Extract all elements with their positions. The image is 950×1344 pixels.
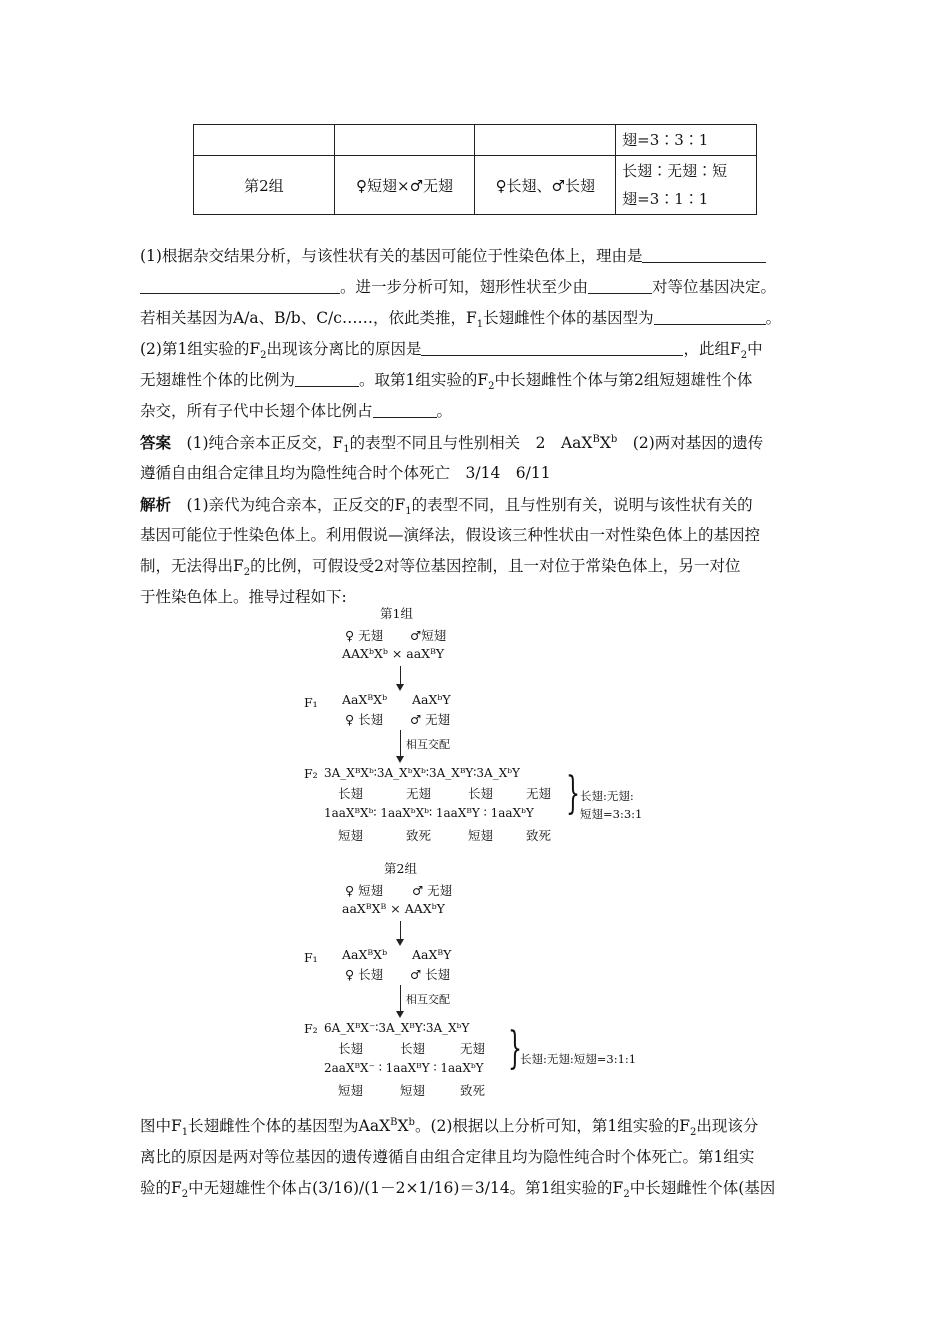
question-line: [140, 365, 820, 396]
text: 。(2)根据以上分析可知，第1组实验的F: [414, 1117, 691, 1135]
f2-genotypes: 3A_XᴮXᵇ∶3A_XᵇXᵇ∶3A_XᴮY∶3A_XᵇY: [324, 766, 520, 780]
f2-phenotype: 无翅: [460, 1041, 486, 1056]
f2-phenotype: 致死: [526, 828, 552, 843]
question-line: [140, 303, 820, 334]
table-cell: [616, 156, 757, 215]
table-cell: 第2组: [194, 156, 335, 215]
superscript: B: [592, 433, 600, 445]
arrow-head: [396, 1011, 404, 1018]
text: 制，无法得出F: [140, 557, 244, 575]
f1-genotype: AaXᴮXᵇ: [342, 947, 388, 962]
subscript: 1: [476, 319, 484, 331]
text: 对等位基因决定。: [652, 278, 777, 296]
text: 若相关基因为A/a、B/b、C/c……，依此类推，F: [140, 309, 477, 327]
text: X: [599, 434, 611, 452]
text: (1)纯合亲本正反交，F: [186, 434, 344, 452]
f2-phenotype: 短翅: [338, 828, 364, 843]
f2-phenotype: 短翅: [338, 1083, 364, 1098]
text: 杂交，所有子代中长翅个体比例占: [140, 402, 373, 420]
text: (2)第1组实验的F: [140, 340, 261, 358]
arrow: [400, 985, 401, 1013]
f2-phenotype: 长翅: [468, 786, 494, 801]
answer-line: [140, 427, 820, 458]
text: 。: [765, 309, 782, 327]
text: 出现该分: [696, 1117, 759, 1135]
question-line: [140, 334, 820, 365]
answer-line: [140, 458, 820, 489]
text: 于性染色体上。推导过程如下:: [140, 588, 347, 606]
subscript: 2: [260, 350, 267, 362]
table-cell: [475, 125, 616, 156]
f1-genotype: AaXᴮXᵇ: [342, 692, 388, 707]
answer-blank: [140, 275, 340, 294]
f1-phenotype: ♂ 无翅: [410, 712, 451, 727]
subscript: 1: [343, 444, 350, 456]
subscript: 2: [243, 567, 251, 579]
text: 。: [436, 402, 453, 420]
text: 的比例，可假设受2对等位基因控制，且一对位于常染色体上，另一对位: [250, 557, 741, 575]
f2-genotypes: 2aaXᴮX⁻ ∶ 1aaXᴮY ∶ 1aaXᵇY: [324, 1061, 484, 1075]
text: 中长翅雌性个体与第2组短翅雄性个体: [494, 371, 753, 389]
subscript: 2: [690, 1127, 697, 1139]
table-cell: [334, 125, 475, 156]
text: ，此组F: [683, 340, 741, 358]
diagram-title: 第2组: [384, 861, 417, 876]
arrow: [400, 666, 401, 686]
answer-blank: [421, 337, 683, 356]
analysis-label: 解析: [140, 495, 172, 514]
f1-phenotype: ♀ 长翅: [345, 712, 384, 727]
f1-phenotype: ♂ 长翅: [410, 967, 451, 982]
text: 中: [747, 340, 763, 358]
f1-phenotype: ♀ 长翅: [345, 967, 384, 982]
table-row: [194, 125, 757, 156]
table-cell: 翅=3∶3∶1: [616, 125, 757, 156]
f2-phenotype: 长翅: [400, 1041, 426, 1056]
text: 基因可能位于性染色体上。利用假说—演绎法，假设该三种性状由一对性染色体上的基因控: [140, 526, 761, 544]
text: 遵循自由组合定律且均为隐性纯合时个体死亡 3/14 6/11: [140, 464, 551, 482]
analysis-line: [140, 1173, 820, 1204]
f2-label: F₂: [304, 1021, 318, 1036]
table-cell: [194, 125, 335, 156]
cross-diagram-group2: [300, 855, 660, 1100]
superscript: b: [408, 1116, 415, 1128]
parent-female-label: ♀ 无翅: [345, 628, 384, 643]
text: 。进一步分析可知，翅形性状至少由: [340, 278, 589, 296]
analysis-line: [140, 551, 820, 582]
ratio-label: 短翅=3:3:1: [580, 807, 643, 821]
text: (1)亲代为纯合亲本，正反交的F: [186, 496, 406, 514]
text: 长翅雌性个体的基因型为: [483, 309, 654, 327]
analysis-line: [140, 1142, 820, 1173]
f2-phenotype: 致死: [460, 1083, 486, 1098]
table-cell: ♀短翅×♂无翅: [334, 156, 475, 215]
parent-male-label: ♂ 无翅: [412, 883, 453, 898]
parent-male-label: ♂短翅: [410, 628, 447, 643]
analysis-line: [140, 520, 820, 551]
analysis-continued: [140, 1111, 820, 1204]
cell-line: 长翅∶无翅∶短: [622, 162, 728, 180]
parent-cross: aaXᴮXᴮ × AAXᵇY: [342, 901, 445, 916]
question-block: [140, 241, 820, 427]
f2-label: F₂: [304, 766, 318, 781]
f2-genotypes: 6A_XᴮX⁻∶3A_XᴮY∶3A_XᵇY: [324, 1021, 470, 1035]
answer-blank: [295, 368, 359, 387]
f2-genotypes: 1aaXᴮXᵇ∶ 1aaXᵇXᵇ∶ 1aaXᴮY ∶ 1aaXᵇY: [324, 806, 534, 820]
text: 。取第1组实验的F: [359, 371, 489, 389]
diagram-title: 第1组: [380, 606, 413, 621]
text: X: [397, 1117, 409, 1135]
answer-blank: [642, 244, 766, 263]
question-line: [140, 272, 820, 303]
f2-phenotype: 无翅: [526, 786, 552, 801]
table-cell: ♀长翅、♂长翅: [475, 156, 616, 215]
analysis-line: [140, 489, 820, 520]
text: 图中F: [140, 1117, 182, 1135]
ratio-label: 长翅:无翅:: [580, 789, 634, 803]
parent-cross: AAXᵇXᵇ × aaXᴮY: [342, 646, 445, 661]
table-row: [194, 156, 757, 215]
mating-label: 相互交配: [406, 993, 450, 1006]
answer-blank: [654, 306, 766, 325]
brace: }: [566, 768, 580, 819]
f2-phenotype: 无翅: [406, 786, 432, 801]
f2-phenotype: 短翅: [400, 1083, 426, 1098]
arrow-head: [396, 756, 404, 763]
brace: }: [508, 1023, 522, 1074]
text: (1)根据杂交结果分析，与该性状有关的基因可能位于性染色体上，理由是: [140, 247, 643, 265]
text: 中长翅雌性个体(基因: [629, 1179, 776, 1197]
ratio-label: 长翅:无翅:短翅=3:1:1: [520, 1052, 637, 1066]
answer-blank: [588, 275, 652, 294]
f1-genotype: AaXᵇY: [412, 692, 451, 707]
text: (2)两对基因的遗传: [617, 434, 764, 452]
subscript: 2: [623, 1189, 630, 1201]
f1-genotype: AaXᴮY: [412, 947, 452, 962]
f2-phenotype: 致死: [406, 828, 432, 843]
answer-blank: [373, 399, 437, 418]
parent-female-label: ♀ 短翅: [345, 883, 384, 898]
text: 离比的原因是两对等位基因的遗传遵循自由组合定律且均为隐性纯合时个体死亡。第1组实: [140, 1148, 755, 1166]
analysis-block: [140, 489, 820, 613]
arrow-head: [396, 939, 404, 946]
genetics-table: [193, 124, 757, 215]
text: 出现该分离比的原因是: [266, 340, 422, 358]
text: 长翅雌性个体的基因型为AaX: [188, 1117, 391, 1135]
subscript: 2: [740, 350, 748, 362]
question-line: [140, 396, 820, 427]
superscript: B: [390, 1116, 398, 1128]
f1-label: F₁: [304, 950, 318, 965]
answer-label: 答案: [140, 433, 172, 452]
text: 的表型不同，且与性别有关，说明与该性状有关的: [411, 496, 753, 514]
f2-phenotype: 长翅: [338, 786, 364, 801]
arrow: [400, 730, 401, 758]
question-line: [140, 241, 820, 272]
arrow: [400, 921, 401, 941]
text: 中无翅雄性个体占(3/16)/(1－2×1/16)＝3/14。第1组实验的F: [188, 1179, 624, 1197]
superscript: b: [610, 433, 618, 445]
text: 的表型不同且与性别相关 2 AaX: [349, 434, 593, 452]
f2-phenotype: 长翅: [338, 1041, 364, 1056]
analysis-line: [140, 1111, 820, 1142]
subscript: 2: [488, 381, 495, 393]
text: 验的F: [140, 1179, 182, 1197]
answer-block: [140, 427, 820, 489]
f2-phenotype: 短翅: [468, 828, 494, 843]
f1-label: F₁: [304, 695, 318, 710]
arrow-head: [396, 684, 404, 691]
subscript: 1: [405, 506, 412, 518]
mating-label: 相互交配: [406, 738, 450, 751]
cross-diagram-group1: [300, 600, 660, 845]
text: 无翅雄性个体的比例为: [140, 371, 296, 389]
subscript: 1: [181, 1127, 189, 1139]
cell-line: 翅=3∶1∶1: [622, 190, 709, 208]
subscript: 2: [181, 1189, 189, 1201]
